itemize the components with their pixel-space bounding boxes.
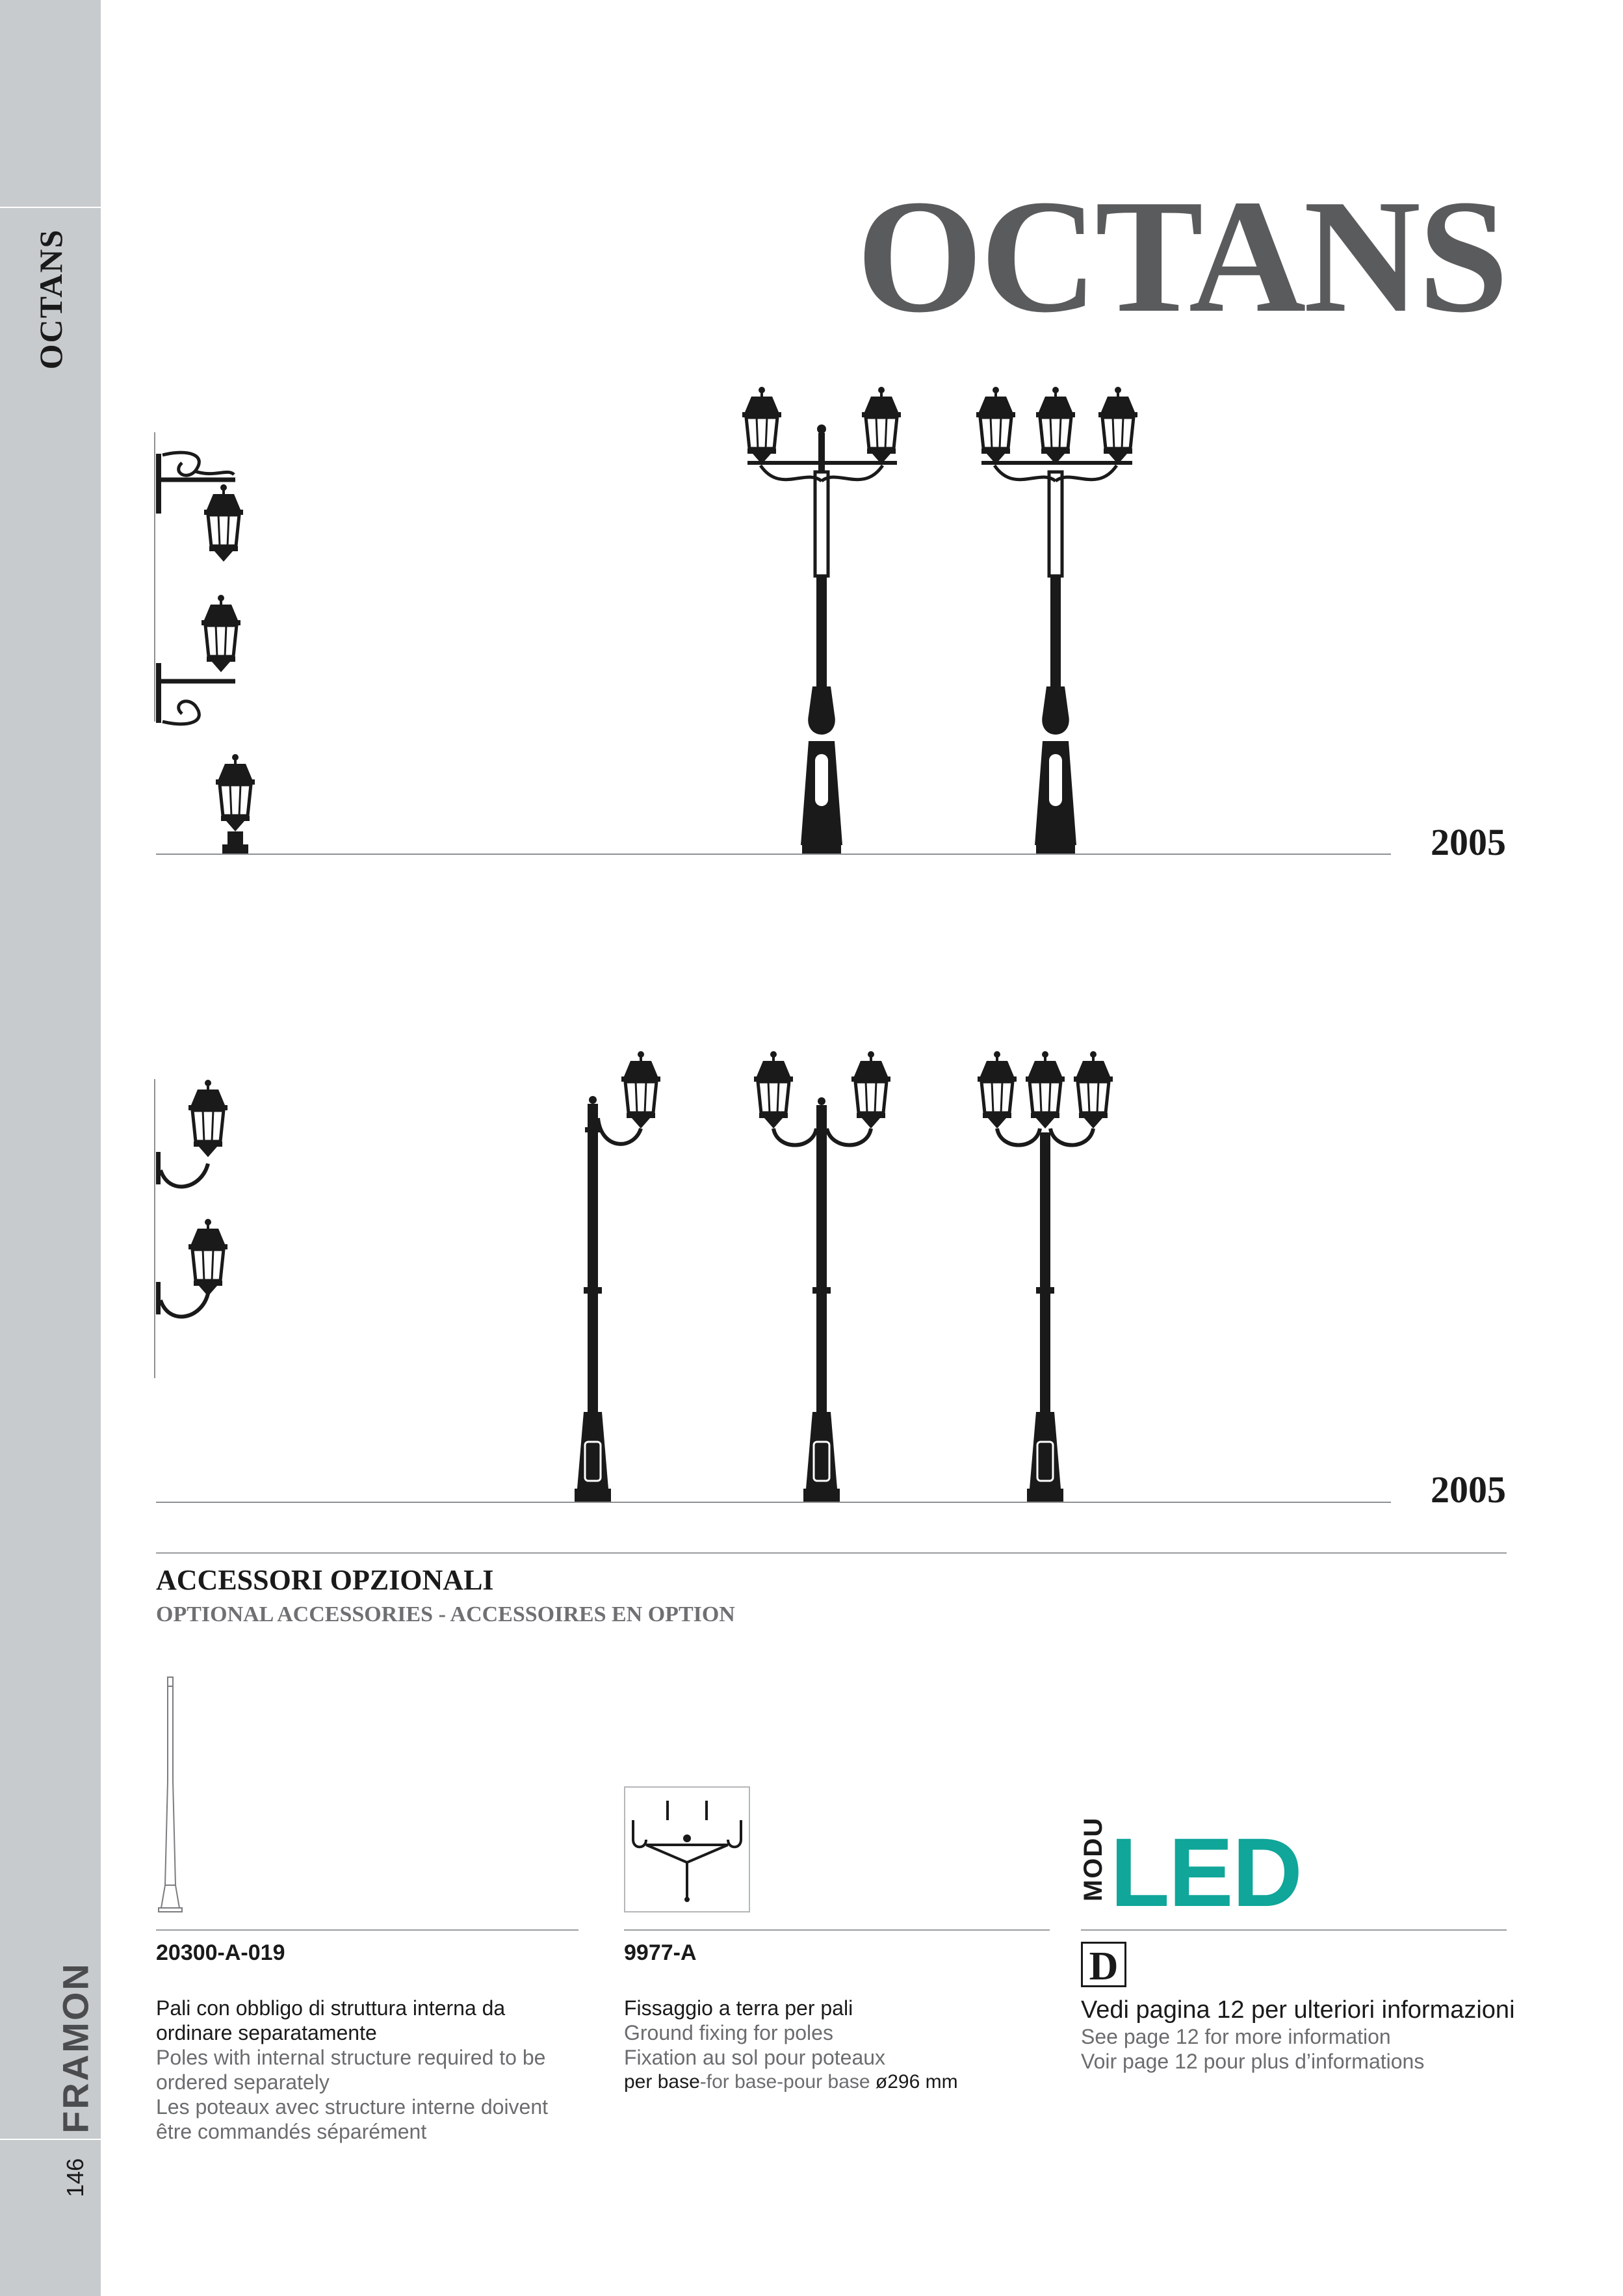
desc-line-en: Ground fixing for poles: [624, 2021, 833, 2044]
base-note-en-fr: -for base-pour base: [699, 2071, 876, 2093]
desc-line-en: Poles with internal structure required to be: [156, 2046, 546, 2069]
bollard-lamp-drawing: [216, 754, 255, 854]
brand-logo: FRAMON: [55, 1962, 96, 2133]
wall-line: [154, 432, 155, 722]
item-divider: [156, 1929, 578, 1931]
wall-line: [154, 1079, 155, 1378]
base-note: [624, 2070, 1053, 2094]
desc-line-fr: Fixation au sol pour poteaux: [624, 2046, 886, 2069]
ground-fixing-image: [624, 1786, 750, 1912]
desc-line-fr: Les poteaux avec structure interne doivent: [156, 2095, 549, 2119]
desc-line-it: Pali con obbligo di struttura interna da: [156, 1996, 506, 2020]
desc-line-en: ordered separately: [156, 2070, 330, 2094]
wall-lamp-drawing: [156, 452, 243, 562]
double-arm-post-drawing: [754, 1051, 890, 1502]
led-logo: LED: [1110, 1818, 1301, 1927]
accessories-title: ACCESSORI OPZIONALI: [156, 1564, 494, 1596]
desc-line-it: Fissaggio a terra per pali: [624, 1996, 853, 2020]
desc-line-fr: être commandés séparément: [156, 2120, 427, 2143]
desc-line-it: Vedi pagina 12 per ulteriori informazioni: [1081, 1996, 1515, 2024]
twin-post-drawing: [742, 387, 901, 854]
series-number: 2005: [1431, 821, 1506, 863]
sidebar-title: OCTANS: [32, 228, 69, 370]
page-title: OCTANS: [856, 166, 1506, 346]
item-description: [624, 1996, 1053, 2094]
base-note-it: per base: [624, 2071, 700, 2093]
wall-lamp-drawing: [156, 1219, 227, 1316]
triple-post-drawing: [976, 387, 1137, 854]
pole-accessory-drawing: [159, 1677, 182, 1912]
item-divider: [1081, 1929, 1507, 1931]
triple-arm-post-drawing: [978, 1051, 1113, 1502]
desc-line-it: ordinare separatamente: [156, 2021, 377, 2044]
item-divider: [624, 1929, 1050, 1931]
badge-d: D: [1081, 1942, 1126, 1987]
desc-line-fr: Voir page 12 pour plus d’informations: [1081, 2050, 1425, 2073]
wall-lamp-drawing: [156, 1080, 227, 1186]
accessories-subtitle: OPTIONAL ACCESSORIES - ACCESSOIRES EN OPTION: [156, 1602, 735, 1626]
ground-line: [156, 1502, 1391, 1503]
single-arm-post-drawing: [575, 1051, 660, 1502]
item-code: 20300-A-019: [156, 1940, 285, 1965]
series-number: 2005: [1431, 1468, 1506, 1511]
item-description: [1081, 1996, 1523, 2074]
item-description: [156, 1996, 585, 2144]
page-number: 146: [62, 2158, 88, 2198]
modu-label: MODU: [1079, 1816, 1108, 1901]
section-divider: [156, 1552, 1507, 1554]
wall-lamp-drawing: [156, 595, 240, 724]
item-code: 9977-A: [624, 1940, 697, 1965]
base-note-dimension: ø296 mm: [875, 2071, 958, 2093]
ground-line: [156, 854, 1391, 855]
desc-line-en: See page 12 for more information: [1081, 2025, 1391, 2048]
